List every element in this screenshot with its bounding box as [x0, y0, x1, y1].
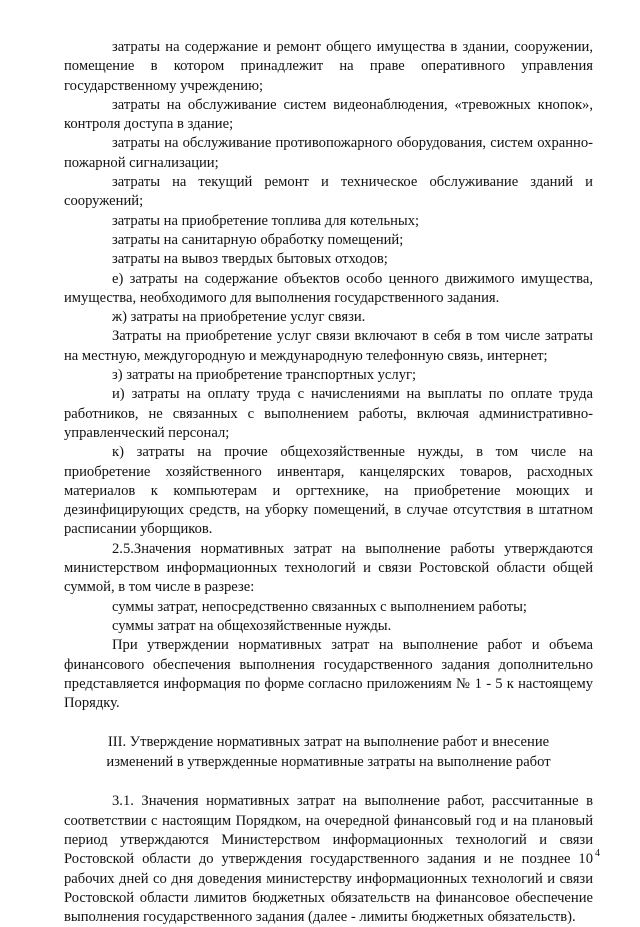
- paragraph: е) затраты на содержание объектов особо ценного движимого имущества, имущества, необходимого для выполнения государственного задания.: [64, 270, 593, 306]
- paragraph: затраты на обслуживание противопожарного оборудования, систем охранно-пожарной сигнализации;: [64, 135, 593, 171]
- paragraph: затраты на приобретение топлива для котельных;: [112, 212, 420, 229]
- paragraph: затраты на текущий ремонт и техническое обслуживание зданий и сооружений;: [64, 174, 593, 210]
- section-heading-line: III. Утверждение нормативных затрат на выполнение работ и внесение: [107, 734, 550, 751]
- paragraph: и) затраты на оплату труда с начислениями на выплаты по оплате труда работников, не связанных с выполнением работы, включая административно-управленческий персонал;: [64, 386, 593, 441]
- paragraph: затраты на содержание и ремонт общего имущества в здании, сооружении, помещение в котором принадлежит на праве оперативного управления государственному учреждению;: [64, 39, 593, 94]
- paragraph: з) затраты на приобретение транспортных услуг;: [112, 367, 417, 384]
- paragraph: затраты на обслуживание систем видеонаблюдения, «тревожных кнопок», контроля доступа в здание;: [64, 96, 593, 133]
- paragraph: суммы затрат, непосредственно связанных с выполнением работы;: [112, 598, 527, 615]
- paragraph: 2.5.Значения нормативных затрат на выполнение работы утверждаются министерством информационных технологий и связи Ростовской области общей суммой, в том числе в разрезе:: [64, 540, 593, 596]
- paragraph: 3.1. Значения нормативных затрат на выполнение работ, рассчитанные в соответствии с настоящим Порядком, на очередной финансовый год и на плановый период утверждаются Министерством информационных технологий и связи Ростовской области до утверждения государственного задания и не позднее 10 рабочих дней со дня доведения министерству информационных технологий и связи Ростовской области лимитов бюджетных обязательств на финансовое обеспечение выполнения государственного задания (далее - лимиты бюджетных обязательств).: [64, 793, 593, 926]
- paragraph: ж) затраты на приобретение услуг связи.: [112, 309, 366, 326]
- paragraph: к) затраты на прочие общехозяйственные нужды, в том числе на приобретение хозяйственного инвентаря, канцелярских товаров, расходных материалов к компьютерам и оргтехнике, на приобретение моющих и дезинфицирующих средств, на уборку помещений, в случае отсутствия в штатном расписании уборщиков.: [64, 444, 593, 538]
- page-number: 4: [595, 848, 600, 859]
- section-heading: [64, 732, 593, 772]
- paragraph: затраты на санитарную обработку помещений;: [112, 231, 404, 248]
- section-heading-line: изменений в утвержденные нормативные затраты на выполнение работ: [106, 754, 551, 771]
- paragraph: При утверждении нормативных затрат на выполнение работ и объема финансового обеспечения выполнения государственного задания дополнительно представляется информация по форме согласно приложениям № 1 - 5 к настоящему Порядку.: [64, 637, 593, 712]
- paragraph: суммы затрат на общехозяйственные нужды.: [112, 617, 392, 634]
- paragraph: Затраты на приобретение услуг связи включают в себя в том числе затраты на местную, междугородную и международную телефонную связь, интернет;: [64, 328, 593, 364]
- paragraph: затраты на вывоз твердых бытовых отходов;: [112, 251, 388, 268]
